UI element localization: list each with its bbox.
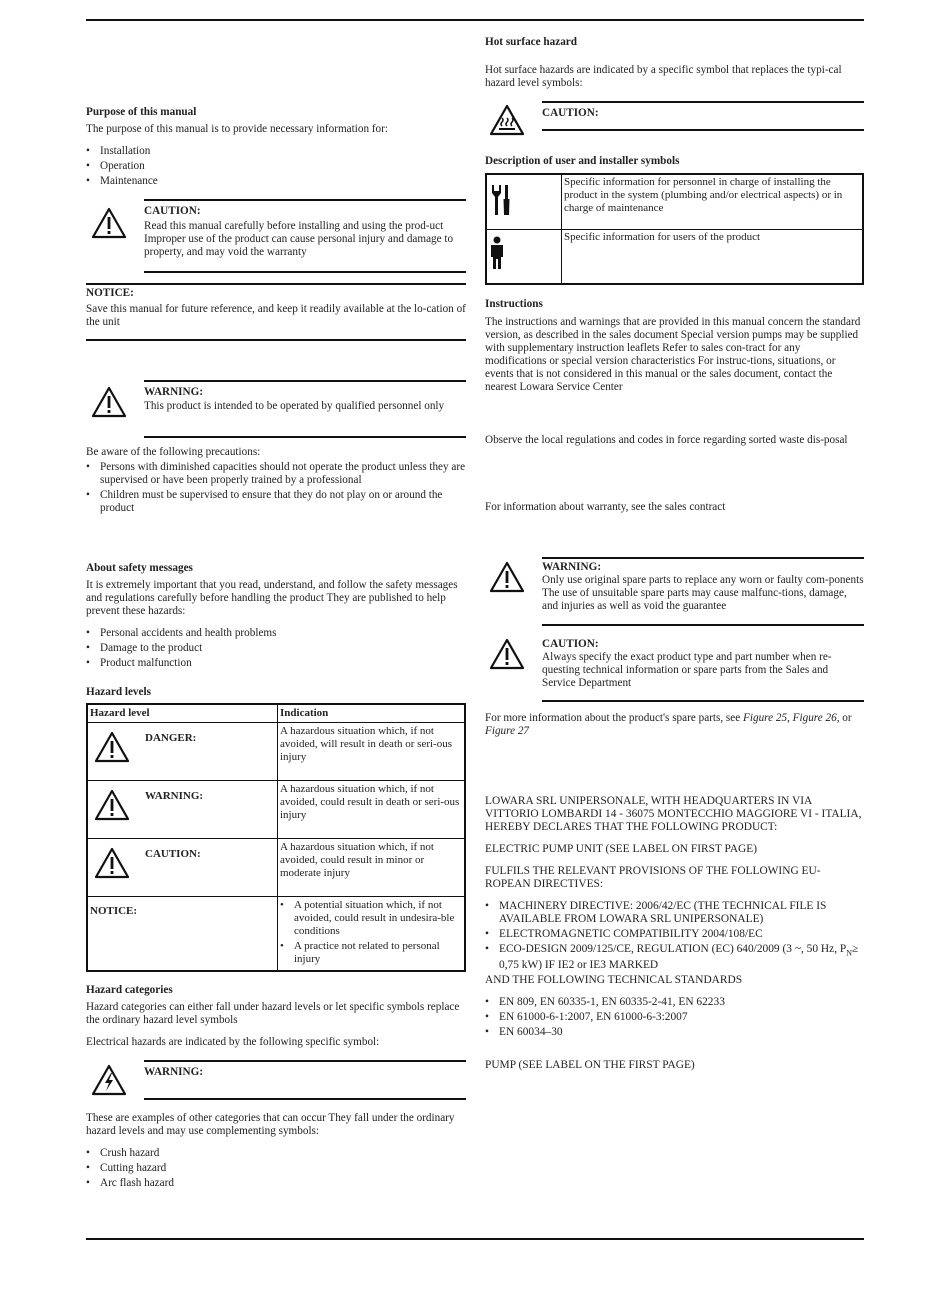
declaration-product: ELECTRIC PUMP UNIT (SEE LABEL ON FIRST PAGE) <box>485 843 758 855</box>
list-item: • EN 61000-6-1:2007, EN 61000-6-3:2007 <box>485 1011 863 1024</box>
notice-text: Save this manual for future reference, and keep it readily available at the lo-cation of the unit <box>86 303 466 328</box>
hazard-level-label: NOTICE: <box>90 905 138 917</box>
list-item: • Maintenance <box>86 175 466 188</box>
list-item: • Installation <box>86 145 466 158</box>
table-row <box>87 839 465 897</box>
tools-icon <box>489 181 513 217</box>
electrical-text: Electrical hazards are indicated by the following specific symbol: <box>86 1036 380 1048</box>
examples-text: These are examples of other categories that can occur They fall under the ordinary hazard levels and may use complementing symbols: <box>86 1112 455 1137</box>
spare-parts-text: For more information about the product's spare parts, see <box>485 712 744 724</box>
symbol-description: Specific information for users of the product <box>562 229 864 284</box>
ecodesign-text: ≥ 0,75 kW) IF IE2 or IE3 MARKED <box>499 943 859 972</box>
purpose-intro: The purpose of this manual is to provide necessary information for: <box>86 123 388 135</box>
list-item <box>485 943 863 972</box>
figure-link[interactable]: Figure 26 <box>792 712 837 724</box>
list-item: • MACHINERY DIRECTIVE: 2006/42/EC (THE TECHNICAL FILE IS AVAILABLE FROM LOWARA SRL UNIPERSONALE) <box>485 900 863 926</box>
warning-label: WARNING: <box>144 386 204 398</box>
standards-intro: AND THE FOLLOWING TECHNICAL STANDARDS <box>485 974 743 987</box>
danger-triangle-icon <box>95 731 129 763</box>
precautions-list <box>86 461 466 517</box>
declaration-fulfils: FULFILS THE RELEVANT PROVISIONS OF THE FOLLOWING EU-ROPEAN DIRECTIVES: <box>485 865 821 890</box>
separator: , or <box>836 712 852 724</box>
electrical-warning-message <box>144 1060 466 1100</box>
spare-parts-reference <box>485 712 857 738</box>
standards-list <box>485 996 863 1039</box>
warning-triangle-icon <box>490 561 524 593</box>
caution-triangle-icon <box>95 847 129 879</box>
safety-list <box>86 627 466 672</box>
hazard-levels-table <box>86 703 466 972</box>
caution-label: CAUTION: <box>542 107 599 119</box>
hot-surface-icon <box>490 104 524 136</box>
warranty-text: For information about warranty, see the sales contract <box>485 501 726 513</box>
hazard-levels-heading: Hazard levels <box>86 686 151 698</box>
separator: , <box>787 712 793 724</box>
pump-label-text: PUMP (SEE LABEL ON THE FIRST PAGE) <box>485 1059 695 1072</box>
table-row <box>486 174 863 229</box>
list-item: • A practice not related to personal injury <box>280 940 462 966</box>
warning-message <box>144 380 466 438</box>
list-item: • Operation <box>86 160 466 173</box>
hazard-level-label: DANGER: <box>145 732 197 744</box>
top-rule <box>86 19 864 21</box>
notice-block <box>86 285 466 341</box>
hot-surface-text: Hot surface hazards are indicated by a specific symbol that replaces the typi-cal hazard level symbols: <box>485 64 842 89</box>
user-icon <box>489 236 505 270</box>
warning-label: WARNING: <box>542 561 602 573</box>
table-row <box>87 723 465 781</box>
list-item: • A potential situation which, if not avoided, could result in undesira-ble conditions <box>280 899 462 938</box>
table-row <box>87 897 465 972</box>
notice-label: NOTICE: <box>86 283 466 300</box>
warning-triangle-icon <box>92 207 126 239</box>
list-item: • Persons with diminished capacities should not operate the product unless they are supervised or have been properly trained by a professional <box>86 461 466 487</box>
spare-parts-warning-message <box>542 557 864 625</box>
list-item: • EN 60034–30 <box>485 1026 863 1039</box>
list-item: • EN 809, EN 60335-1, EN 60335-2-41, EN 62233 <box>485 996 863 1009</box>
warning-text: Only use original spare parts to replace any worn or faulty com-ponents The use of unsuitable spare parts may cause malfunc-tions, damage, and injuries as well as void the guarantee <box>542 574 864 612</box>
caution-message <box>144 199 466 273</box>
figure-link[interactable]: Figure 27 <box>485 725 530 737</box>
hot-surface-heading: Hot surface hazard <box>485 36 577 48</box>
instructions-text: The instructions and warnings that are provided in this manual concern the standard version, as described in the sales document Special version pumps may be supplied with supplementary instruction leaflets Refer to sales con-tract for any modifications or special version characteristics For instruc-tions, situations, or events that is not considered in this manual or the sales document, contact the nearest Lowara Service Center <box>485 316 861 393</box>
electrical-hazard-icon <box>92 1064 126 1096</box>
precautions-intro: Be aware of the following precautions: <box>86 446 261 458</box>
warning-label: WARNING: <box>144 1066 204 1078</box>
examples-list <box>86 1147 466 1192</box>
warning-triangle-icon <box>92 386 126 418</box>
hot-surface-caution-message <box>542 101 864 131</box>
purpose-list <box>86 145 466 190</box>
table-row <box>87 781 465 839</box>
column-header: Hazard level <box>87 704 278 723</box>
hazard-level-label: WARNING: <box>145 790 204 802</box>
safety-text: It is extremely important that you read, understand, and follow the safety messages and regulations carefully before handling the product They are published to help prevent these hazards: <box>86 579 458 617</box>
column-header: Indication <box>278 704 466 723</box>
safety-heading: About safety messages <box>86 562 193 574</box>
purpose-heading: Purpose of this manual <box>86 106 197 118</box>
list-item: • Cutting hazard <box>86 1162 466 1175</box>
warning-triangle-icon <box>95 789 129 821</box>
list-item: • Crush hazard <box>86 1147 466 1160</box>
list-item: • Children must be supervised to ensure that they do not play on or around the product <box>86 489 466 515</box>
hazard-indication: A hazardous situation which, if not avoided, will result in death or seri-ous injury <box>278 723 466 781</box>
caution-label: CAUTION: <box>144 205 201 217</box>
spare-parts-caution-message <box>542 624 864 702</box>
list-item: • ELECTROMAGNETIC COMPATIBILITY 2004/108/EC <box>485 928 863 941</box>
table-header-row <box>87 704 465 723</box>
list-item: • Product malfunction <box>86 657 466 670</box>
symbol-description: Specific information for personnel in charge of installing the product in the system (plumbing and/or electrical aspects) or in charge of maintenance <box>562 174 864 229</box>
warning-text: This product is intended to be operated by qualified personnel only <box>144 400 445 412</box>
caution-text: Always specify the exact product type and part number when re-questing technical information or spare parts from the Sales and Service Department <box>542 651 832 689</box>
symbols-heading: Description of user and installer symbols <box>485 155 680 167</box>
hazard-categories-heading: Hazard categories <box>86 984 173 996</box>
table-row <box>486 229 863 284</box>
hazard-categories-text: Hazard categories can either fall under hazard levels or let specific symbols replace the ordinary hazard level symbols <box>86 1001 460 1026</box>
hazard-indication: A hazardous situation which, if not avoided, could result in minor or moderate injury <box>278 839 466 897</box>
notice-indication-list <box>280 899 462 966</box>
bottom-rule <box>86 1238 864 1240</box>
user-installer-symbols-table <box>485 173 864 285</box>
caution-label: CAUTION: <box>542 638 599 650</box>
ecodesign-text: ECO-DESIGN 2009/125/CE, REGULATION (EC) 640/2009 (3 ~, 50 Hz, P <box>499 943 847 955</box>
directives-list <box>485 900 863 972</box>
list-item: • Arc flash hazard <box>86 1177 466 1190</box>
figure-link[interactable]: Figure 25 <box>743 712 788 724</box>
hazard-level-label: CAUTION: <box>145 848 201 860</box>
instructions-heading: Instructions <box>485 298 543 310</box>
caution-triangle-icon <box>490 638 524 670</box>
declaration <box>485 795 863 1072</box>
list-item: • Personal accidents and health problems <box>86 627 466 640</box>
ecodesign-subscript: N <box>846 948 853 958</box>
list-item: • Damage to the product <box>86 642 466 655</box>
waste-text: Observe the local regulations and codes in force regarding sorted waste dis-posal <box>485 434 848 446</box>
hazard-indication: A hazardous situation which, if not avoided, could result in death or seri-ous injury <box>278 781 466 839</box>
caution-text: Read this manual carefully before installing and using the prod-uct Improper use of the product can cause personal injury and damage to property, and may void the warranty <box>144 220 454 258</box>
declaration-intro: LOWARA SRL UNIPERSONALE, WITH HEADQUARTERS IN VIA VITTORIO LOMBARDI 14 - 36075 MONTECCHIO MAGGIORE VI - ITALIA, HEREBY DECLARES THAT THE FOLLOWING PRODUCT: <box>485 795 862 833</box>
